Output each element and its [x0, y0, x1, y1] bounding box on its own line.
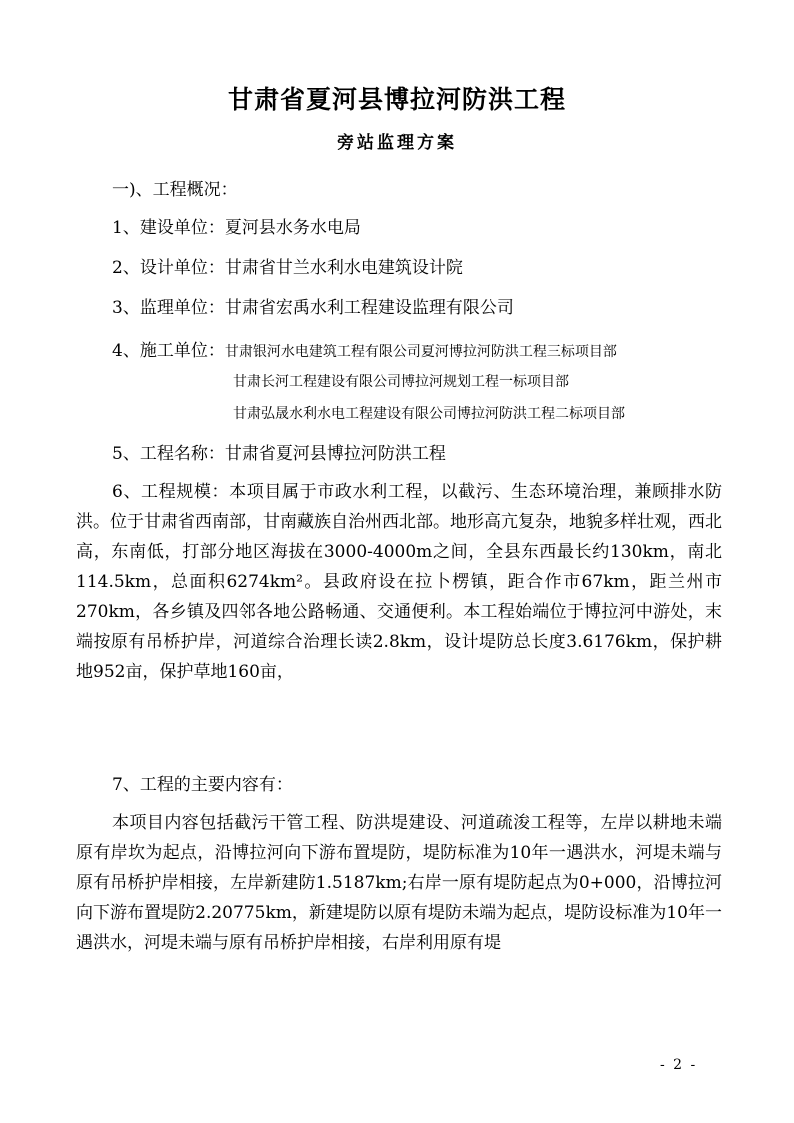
item-supervisor-value: 甘肃省宏禹水利工程建设监理有限公司 [224, 298, 514, 318]
paragraph-main-content: 本项目内容包括截污干管工程、防洪堤建设、河道疏浚工程等，左岸以耕地未端原有岸坎为起点，沿博拉河向下游布置堤防，堤防标准为10年一遇洪水，河堤未端与原有吊桥护岸相接，左岸新建防1.5187km;右岸一原有堤防起点为0+000，沿博拉河向下游布置堤防2.20775km，新建堤防以原有堤防未端为起点，堤防设标准为10年一遇洪水，河堤未端与原有吊桥护岸相接，右岸利用原有堤 [76, 813, 722, 953]
item-owner-label: 1、建设单位： [112, 218, 225, 238]
section-heading-main-content: 7、工程的主要内容有： [112, 775, 293, 795]
item-contractor-label: 4、施工单位： [112, 341, 225, 361]
item-owner [112, 213, 361, 238]
item-contractor-value-3: 甘肃弘晟水利水电工程建设有限公司博拉河防洪工程二标项目部 [233, 406, 625, 422]
item-designer [112, 253, 463, 278]
item-project-name [112, 439, 446, 464]
item-designer-label: 2、设计单位： [112, 258, 225, 278]
item-project-name-label: 5、工程名称： [112, 444, 225, 464]
item-contractor [112, 336, 617, 361]
item-owner-value: 夏河县水务水电局 [224, 218, 361, 238]
item-contractor-value-2: 甘肃长河工程建设有限公司博拉河规划工程一标项目部 [233, 374, 569, 390]
item-designer-value: 甘肃省甘兰水利水电建筑设计院 [224, 258, 463, 278]
paragraph-project-scale: 6、工程规模：本项目属于市政水利工程，以截污、生态环境治理，兼顾排水防洪。位于甘肃省西南部，甘南藏族自治州西北部。地形高亢复杂，地貌多样壮观，西北高，东南低，打部分地区海拔在3000-4000m之间，全县东西最长约130km，南北114.5km，总面积6274km²。县政府设在拉卜楞镇，距合作市67km，距兰州市270km，各乡镇及四邻各地公路畅通、交通便利。本工程始端位于博拉河中游处，末端按原有吊桥护岸，河道综合治理长读2.8km，设计堤防总长度3.6176km，保护耕地952亩，保护草地160亩， [76, 482, 722, 682]
item-project-name-value: 甘肃省夏河县博拉河防洪工程 [224, 444, 446, 464]
section-heading-overview: 一)、工程概况： [112, 180, 238, 200]
page-number: - 2 - [660, 1057, 698, 1073]
document-subtitle: 旁站监理方案 [337, 133, 457, 153]
document-title: 甘肃省夏河县博拉河防洪工程 [227, 85, 566, 114]
item-contractor-value-1: 甘肃银河水电建筑工程有限公司夏河博拉河防洪工程三标项目部 [224, 344, 617, 360]
item-supervisor-label: 3、监理单位： [112, 298, 225, 318]
item-supervisor [112, 293, 514, 318]
